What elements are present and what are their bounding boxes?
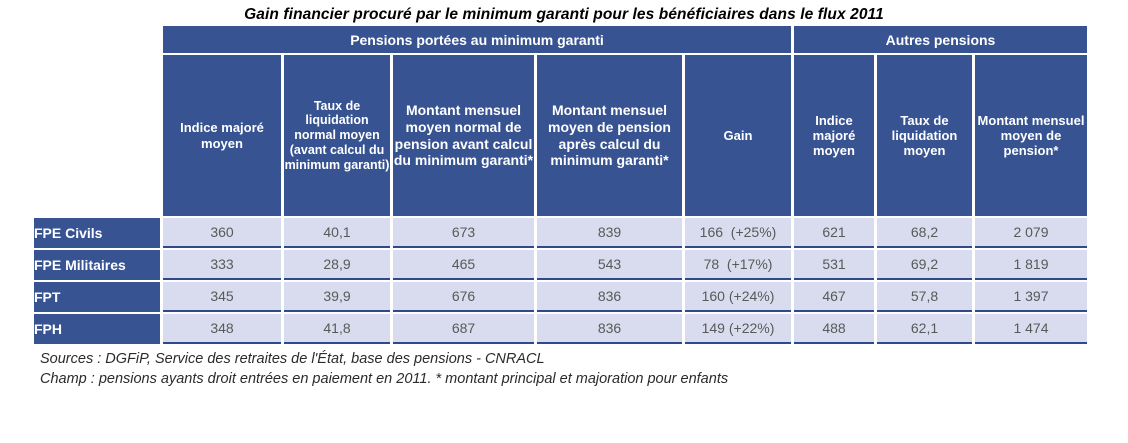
table-row: [34, 218, 1087, 248]
data-cell: 465: [393, 250, 534, 280]
data-cell: 345: [163, 282, 281, 312]
col-header-taux-liquidation-moyen: Taux de liquidation moyen: [877, 55, 972, 216]
corner-cell: [34, 26, 160, 216]
group-header-pensions-minimum-garanti: Pensions portées au minimum garanti: [163, 26, 791, 53]
group-header-autres-pensions: Autres pensions: [794, 26, 1087, 53]
table-row: [34, 314, 1087, 344]
table-row: [34, 250, 1087, 280]
data-cell: 360: [163, 218, 281, 248]
data-cell-gain: 166 (+25%): [685, 218, 791, 248]
column-header-row: [34, 55, 1087, 216]
data-cell: 333: [163, 250, 281, 280]
data-cell: 69,2: [877, 250, 972, 280]
footnote-champ: Champ : pensions ayants droit entrées en paiement en 2011. * montant principal et majoration pour enfants: [40, 371, 729, 387]
row-label-fpe-civils: FPE Civils: [34, 218, 160, 248]
data-cell: 39,9: [284, 282, 390, 312]
data-cell: 621: [794, 218, 874, 248]
col-header-montant-apres-mg: Montant mensuel moyen de pension après calcul du minimum garanti*: [537, 55, 682, 216]
data-cell: 531: [794, 250, 874, 280]
data-cell: 488: [794, 314, 874, 344]
data-cell: 348: [163, 314, 281, 344]
data-cell: 68,2: [877, 218, 972, 248]
data-cell: 1 397: [975, 282, 1087, 312]
row-label-fpe-militaires: FPE Militaires: [34, 250, 160, 280]
data-cell: 57,8: [877, 282, 972, 312]
col-header-montant-mensuel-pension: Montant mensuel moyen de pension*: [975, 55, 1087, 216]
pension-table: [31, 24, 1090, 346]
data-cell-gain: 149 (+22%): [685, 314, 791, 344]
page-title: Gain financier procuré par le minimum garanti pour les bénéficiaires dans le flux 2011: [244, 6, 884, 23]
data-cell: 62,1: [877, 314, 972, 344]
data-cell: 28,9: [284, 250, 390, 280]
col-header-indice-majore-moyen: Indice majoré moyen: [163, 55, 281, 216]
data-cell: 836: [537, 314, 682, 344]
data-cell: 1 474: [975, 314, 1087, 344]
data-cell: 687: [393, 314, 534, 344]
row-label-fpt: FPT: [34, 282, 160, 312]
group-header-row: [34, 26, 1087, 53]
col-header-montant-avant-mg: Montant mensuel moyen normal de pension avant calcul du minimum garanti*: [393, 55, 534, 216]
data-cell: 839: [537, 218, 682, 248]
col-header-indice-majore-moyen-autres: Indice majoré moyen: [794, 55, 874, 216]
data-cell: 41,8: [284, 314, 390, 344]
data-cell: 2 079: [975, 218, 1087, 248]
col-header-gain: Gain: [685, 55, 791, 216]
data-cell: 40,1: [284, 218, 390, 248]
data-cell: 543: [537, 250, 682, 280]
data-cell-gain: 78 (+17%): [685, 250, 791, 280]
footnote-sources: Sources : DGFiP, Service des retraites de l'État, base des pensions - CNRACL: [40, 351, 545, 367]
row-label-fph: FPH: [34, 314, 160, 344]
data-cell: 836: [537, 282, 682, 312]
col-header-taux-liquidation-normal: Taux de liquidation normal moyen (avant calcul du minimum garanti): [284, 55, 390, 216]
data-cell-gain: 160 (+24%): [685, 282, 791, 312]
data-cell: 467: [794, 282, 874, 312]
footnotes: [40, 349, 1128, 389]
table-row: [34, 282, 1087, 312]
data-cell: 676: [393, 282, 534, 312]
data-cell: 673: [393, 218, 534, 248]
data-cell: 1 819: [975, 250, 1087, 280]
